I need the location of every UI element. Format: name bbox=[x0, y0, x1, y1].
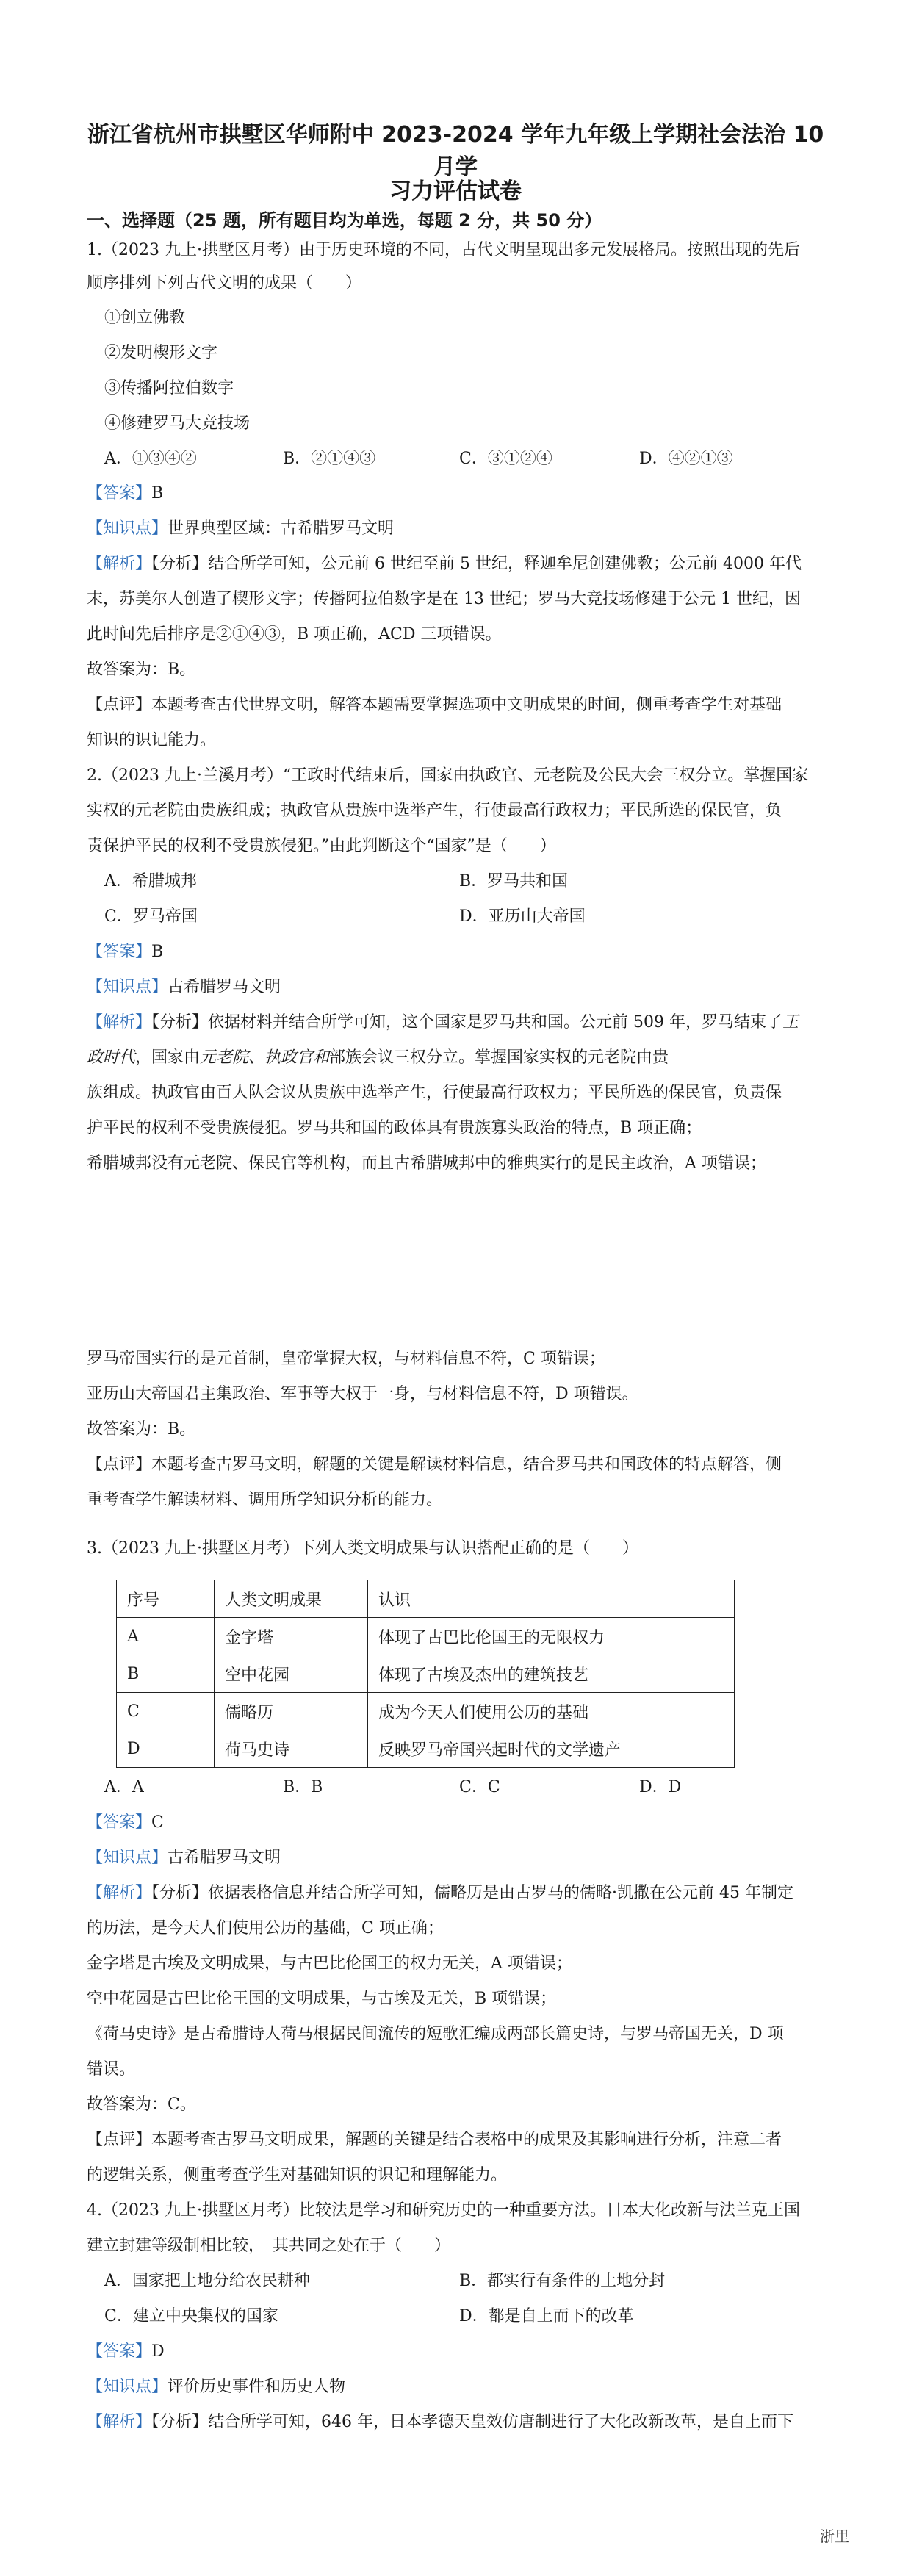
q4-analysis-text-1: 【分析】结合所学可知，646 年，日本孝德天皇效仿唐制进行了大化改新改革，是自上而下 bbox=[151, 2413, 794, 2431]
q1-answer bbox=[87, 483, 829, 505]
q3-analysis-line-3: 金字塔是古埃及文明成果，与古巴比伦国王的权力无关，A 项错误； bbox=[87, 1954, 572, 1973]
q2-option-d: D．亚历山大帝国 bbox=[459, 907, 586, 926]
q4-option-b: B．都实行有条件的土地分封 bbox=[459, 2272, 666, 2290]
q3-knowledge-value: 古希腊罗马文明 bbox=[168, 1849, 281, 1867]
q2-stem-line-3: 责保护平民的权利不受贵族侵犯。”由此判断这个“国家”是（ ） bbox=[87, 837, 556, 855]
table-row bbox=[117, 1730, 735, 1768]
table-row bbox=[117, 1618, 735, 1655]
table-header-row bbox=[117, 1580, 735, 1618]
q1-item-3: ③传播阿拉伯数字 bbox=[104, 379, 234, 397]
exam-title-line-1: 浙江省杭州市拱墅区华师附中 2023-2024 学年九年级上学期社会法治 10 月学 bbox=[87, 122, 824, 180]
q2-analysis-italic-1: 王 bbox=[782, 1013, 799, 1032]
q1-option-a: A．①③④② bbox=[104, 450, 197, 468]
review-tag: 【点评】 bbox=[87, 2131, 152, 2149]
q3-review-text-1: 本题考查古罗马文明成果，解题的关键是结合表格中的成果及其影响进行分析，注意二者 bbox=[151, 2131, 782, 2149]
q2-analysis-text-2: ，国家由 bbox=[135, 1048, 201, 1067]
table-cell: B bbox=[117, 1655, 215, 1693]
q1-analysis-text-1: 【分析】结合所学可知，公元前 6 世纪至前 5 世纪，释迦牟尼创建佛教；公元前 4000 年代 bbox=[151, 555, 802, 573]
q2-stem-line-1: 2.（2023 九上·兰溪月考）“王政时代结束后，国家由执政官、元老院及公民大会三权分立。掌握国家 bbox=[87, 766, 809, 785]
q1-review-line-1 bbox=[87, 694, 829, 716]
table-row bbox=[117, 1655, 735, 1693]
q2-answer-value: B bbox=[151, 943, 164, 961]
q1-item-2: ②发明楔形文字 bbox=[104, 344, 218, 362]
review-tag: 【点评】 bbox=[87, 696, 152, 714]
section-heading: 一、选择题（25 题，所有题目均为单选，每题 2 分，共 50 分） bbox=[87, 210, 602, 231]
q4-analysis-line-1 bbox=[87, 2411, 829, 2433]
q1-conclusion: 故答案为：B。 bbox=[87, 661, 196, 679]
q3-option-a: A．A bbox=[104, 1778, 144, 1796]
answer-tag: 【答案】 bbox=[87, 1813, 152, 1832]
q2-analysis-line-1 bbox=[87, 1012, 829, 1034]
q1-analysis-line-1 bbox=[87, 553, 829, 575]
table-cell: 空中花园 bbox=[215, 1655, 368, 1693]
q2-analysis-text-1: 【分析】依据材料并结合所学可知，这个国家是罗马共和国。公元前 509 年，罗马结束了 bbox=[151, 1013, 782, 1032]
analysis-tag: 【解析】 bbox=[87, 2413, 152, 2431]
table-cell: 体现了古巴比伦国王的无限权力 bbox=[368, 1618, 735, 1655]
q1-item-1: ①创立佛教 bbox=[104, 309, 186, 327]
table-cell: 体现了古埃及杰出的建筑技艺 bbox=[368, 1655, 735, 1693]
q2-analysis-italic-3: 元老院、执政官和 bbox=[200, 1048, 330, 1067]
q2-analysis-line-4: 护平民的权利不受贵族侵犯。罗马共和国的政体具有贵族寡头政治的特点，B 项正确； bbox=[87, 1119, 702, 1137]
review-tag: 【点评】 bbox=[87, 1456, 152, 1474]
page-footer: 浙里 bbox=[820, 2528, 849, 2545]
table-cell: C bbox=[117, 1693, 215, 1730]
table-cell: 反映罗马帝国兴起时代的文学遗产 bbox=[368, 1730, 735, 1768]
q3-answer-value: C bbox=[151, 1813, 164, 1832]
knowledge-tag: 【知识点】 bbox=[87, 1849, 168, 1867]
q2-analysis-italic-2: 政时代 bbox=[87, 1048, 136, 1067]
table-cell: 儒略历 bbox=[215, 1693, 368, 1730]
q3-conclusion: 故答案为：C。 bbox=[87, 2095, 196, 2114]
knowledge-tag: 【知识点】 bbox=[87, 519, 168, 538]
q2-analysis-text-3: 部族会议三权分立。掌握国家实权的元老院由贵 bbox=[329, 1048, 669, 1067]
q3-analysis-line-2: 的历法，是今天人们使用公历的基础，C 项正确； bbox=[87, 1919, 444, 1938]
answer-tag: 【答案】 bbox=[87, 2342, 152, 2361]
q1-review-text-1: 本题考查古代世界文明，解答本题需要掌握选项中文明成果的时间，侧重考查学生对基础 bbox=[151, 696, 782, 714]
table-header-cell: 序号 bbox=[117, 1580, 215, 1618]
table-cell: 荷马史诗 bbox=[215, 1730, 368, 1768]
q3-review-line-1 bbox=[87, 2129, 829, 2151]
q4-stem-line-1: 4.（2023 九上·拱墅区月考）比较法是学习和研究历史的一种重要方法。日本大化改新与法兰克王国 bbox=[87, 2201, 800, 2220]
q4-knowledge bbox=[87, 2376, 829, 2398]
q3-knowledge bbox=[87, 1847, 829, 1869]
q1-analysis-line-2: 末，苏美尔人创造了楔形文字；传播阿拉伯数字是在 13 世纪；罗马大竞技场修建于公元 1 世纪，因 bbox=[87, 590, 801, 608]
q2-knowledge-value: 古希腊罗马文明 bbox=[168, 978, 281, 996]
answer-tag: 【答案】 bbox=[87, 484, 152, 503]
q3-analysis-line-5: 《荷马史诗》是古希腊诗人荷马根据民间流传的短歌汇编成两部长篇史诗，与罗马帝国无关，D 项 bbox=[87, 2025, 784, 2043]
analysis-tag: 【解析】 bbox=[87, 555, 152, 573]
answer-tag: 【答案】 bbox=[87, 943, 152, 961]
q2-option-b: B．罗马共和国 bbox=[459, 872, 569, 891]
q4-stem-line-2: 建立封建等级制相比较， 其共同之处在于（ ） bbox=[87, 2237, 451, 2255]
q1-option-d: D．④②①③ bbox=[639, 450, 733, 468]
q1-review-line-2: 知识的识记能力。 bbox=[87, 731, 217, 749]
q1-answer-value: B bbox=[151, 484, 164, 503]
q2-stem-line-2: 实权的元老院由贵族组成；执政官从贵族中选举产生，行使最高行政权力；平民所选的保民官，负 bbox=[87, 802, 782, 820]
knowledge-tag: 【知识点】 bbox=[87, 978, 168, 996]
q2-analysis-line-5: 希腊城邦没有元老院、保民官等机构，而且古希腊城邦中的雅典实行的是民主政治，A 项错误； bbox=[87, 1154, 766, 1173]
knowledge-tag: 【知识点】 bbox=[87, 2378, 168, 2396]
q3-analysis-line-4: 空中花园是古巴比伦王国的文明成果，与古埃及无关，B 项错误； bbox=[87, 1990, 557, 2008]
q1-option-b: B．②①④③ bbox=[283, 450, 376, 468]
q2-review-line-2: 重考查学生解读材料、调用所学知识分析的能力。 bbox=[87, 1491, 443, 1509]
q2-analysis-line-7: 亚历山大帝国君主集政治、军事等大权于一身，与材料信息不符，D 项错误。 bbox=[87, 1385, 638, 1403]
q2-analysis-line-3: 族组成。执政官由百人队会议从贵族中选举产生，行使最高行政权力；平民所选的保民官，负责保 bbox=[87, 1084, 782, 1102]
table-cell: A bbox=[117, 1618, 215, 1655]
q3-option-c: C．C bbox=[459, 1778, 500, 1796]
q2-option-a: A．希腊城邦 bbox=[104, 872, 197, 891]
q4-option-d: D．都是自上而下的改革 bbox=[459, 2307, 634, 2325]
q4-answer-value: D bbox=[151, 2342, 165, 2361]
q3-analysis-line-6: 错误。 bbox=[87, 2060, 136, 2079]
table-cell: D bbox=[117, 1730, 215, 1768]
q3-analysis-text-1: 【分析】依据表格信息并结合所学可知，儒略历是由古罗马的儒略·凯撒在公元前 45 年制定 bbox=[151, 1884, 793, 1902]
q3-stem: 3.（2023 九上·拱墅区月考）下列人类文明成果与认识搭配正确的是（ ） bbox=[87, 1539, 638, 1558]
analysis-tag: 【解析】 bbox=[87, 1884, 152, 1902]
q2-option-c: C．罗马帝国 bbox=[104, 907, 198, 926]
q4-option-c: C．建立中央集权的国家 bbox=[104, 2307, 278, 2325]
q4-knowledge-value: 评价历史事件和历史人物 bbox=[168, 2378, 346, 2396]
q2-review-line-1 bbox=[87, 1454, 829, 1476]
q3-option-d: D．D bbox=[639, 1778, 682, 1796]
q1-stem-line-1: 1.（2023 九上·拱墅区月考）由于历史环境的不同，古代文明呈现出多元发展格局。按照出现的先后 bbox=[87, 241, 800, 259]
table-row bbox=[117, 1693, 735, 1730]
q1-stem-line-2: 顺序排列下列古代文明的成果（ ） bbox=[87, 274, 362, 292]
q1-analysis-line-3: 此时间先后排序是②①④③，B 项正确，ACD 三项错误。 bbox=[87, 625, 502, 644]
q2-analysis-line-6: 罗马帝国实行的是元首制，皇帝掌握大权，与材料信息不符，C 项错误； bbox=[87, 1350, 605, 1368]
table-header-cell: 人类文明成果 bbox=[215, 1580, 368, 1618]
q4-option-a: A．国家把土地分给农民耕种 bbox=[104, 2272, 310, 2290]
q2-conclusion: 故答案为：B。 bbox=[87, 1420, 196, 1439]
exam-title-line-2: 习力评估试卷 bbox=[389, 179, 522, 204]
q4-answer bbox=[87, 2341, 829, 2363]
q1-item-4: ④修建罗马大竞技场 bbox=[104, 414, 251, 433]
q3-option-b: B．B bbox=[283, 1778, 323, 1796]
q1-knowledge-value: 世界典型区域：古希腊罗马文明 bbox=[168, 519, 395, 538]
q3-review-line-2: 的逻辑关系，侧重考查学生对基础知识的识记和理解能力。 bbox=[87, 2166, 508, 2184]
q3-table bbox=[116, 1580, 735, 1768]
table-header-cell: 认识 bbox=[368, 1580, 735, 1618]
table-cell: 金字塔 bbox=[215, 1618, 368, 1655]
analysis-tag: 【解析】 bbox=[87, 1013, 152, 1032]
q2-answer bbox=[87, 941, 829, 963]
q3-analysis-line-1 bbox=[87, 1882, 829, 1904]
q2-analysis-line-2 bbox=[87, 1047, 829, 1069]
q2-review-text-1: 本题考查古罗马文明，解题的关键是解读材料信息，结合罗马共和国政体的特点解答，侧 bbox=[151, 1456, 782, 1474]
q1-option-c: C．③①②④ bbox=[459, 450, 552, 468]
q3-answer bbox=[87, 1812, 829, 1834]
q2-knowledge bbox=[87, 976, 829, 999]
table-cell: 成为今天人们使用公历的基础 bbox=[368, 1693, 735, 1730]
q1-knowledge bbox=[87, 518, 829, 540]
